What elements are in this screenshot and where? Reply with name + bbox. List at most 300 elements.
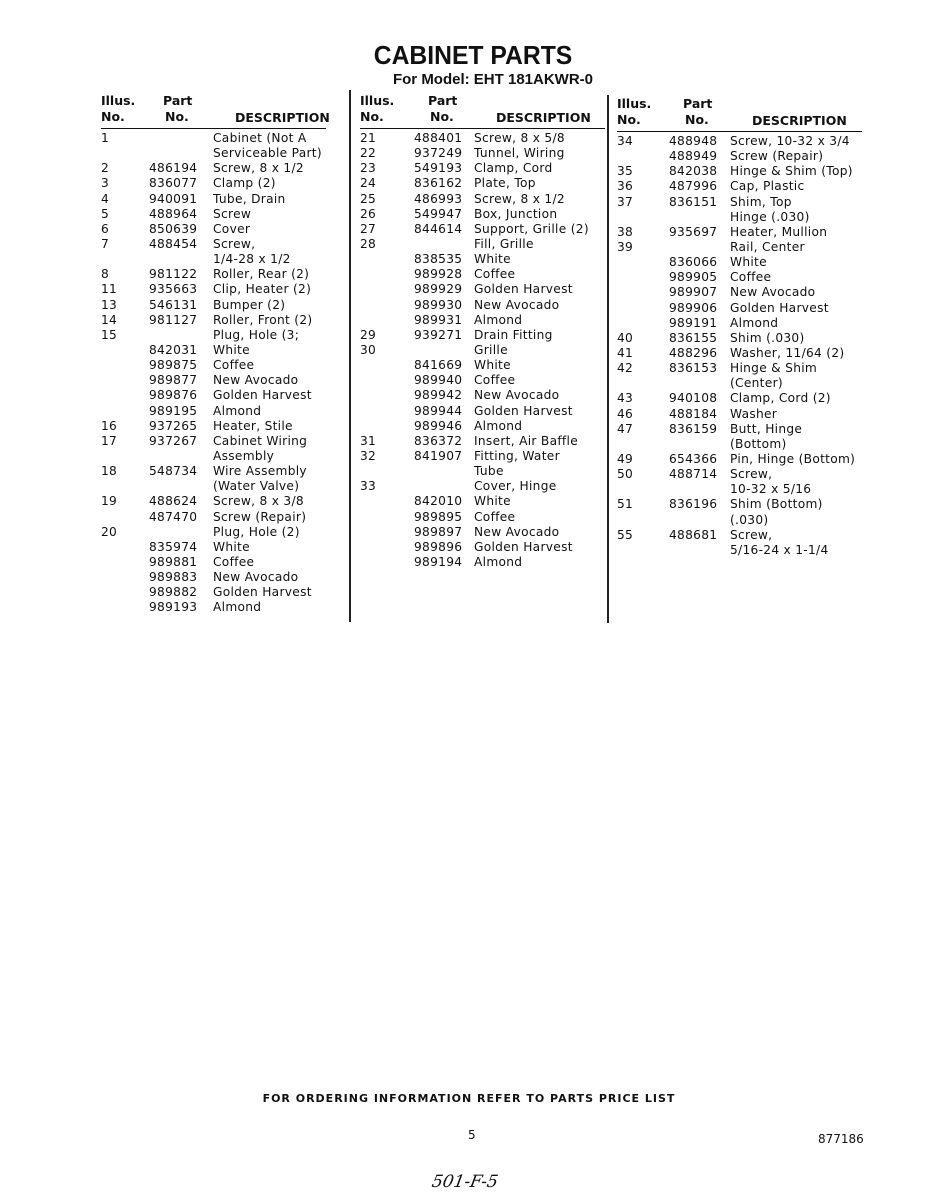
table-row bbox=[617, 482, 862, 497]
part-number: 989883 bbox=[149, 570, 198, 585]
part-number: 989876 bbox=[149, 388, 198, 403]
table-row bbox=[101, 176, 326, 191]
part-description: Coffee bbox=[213, 358, 255, 373]
table-row bbox=[101, 222, 326, 237]
part-description: Drain Fitting bbox=[474, 327, 553, 342]
part-description: (Bottom) bbox=[730, 436, 787, 451]
illus-header: Illus. bbox=[360, 93, 395, 108]
part-description: White bbox=[213, 342, 250, 357]
table-row bbox=[101, 313, 326, 328]
part-number: 836066 bbox=[669, 255, 718, 270]
illus-number: 31 bbox=[360, 433, 377, 448]
table-row bbox=[360, 146, 605, 161]
illus-number: 8 bbox=[101, 267, 110, 282]
part-description: White bbox=[474, 252, 511, 267]
part-description: Golden Harvest bbox=[474, 403, 573, 418]
table-row bbox=[101, 510, 326, 525]
illus-header: Illus. bbox=[101, 93, 136, 108]
part-description: Insert, Air Baffle bbox=[474, 433, 579, 448]
part-description: Butt, Hinge bbox=[730, 421, 803, 436]
illus-number: 27 bbox=[360, 221, 377, 236]
illus-number: 2 bbox=[101, 161, 110, 176]
part-number: 989895 bbox=[414, 509, 463, 524]
table-row bbox=[617, 270, 862, 285]
part-description: Roller, Front (2) bbox=[213, 312, 313, 327]
part-number: 842031 bbox=[149, 342, 198, 357]
part-description: Washer bbox=[730, 406, 778, 421]
part-number: 937249 bbox=[414, 146, 463, 161]
part-header: Part bbox=[683, 96, 713, 111]
part-description: Heater, Stile bbox=[213, 418, 293, 433]
part-description: Screw, bbox=[213, 236, 256, 251]
part-description: Grille bbox=[474, 342, 508, 357]
part-number: 841669 bbox=[414, 358, 463, 373]
handwritten-note: 501-F-5 bbox=[430, 1172, 500, 1192]
table-row bbox=[360, 510, 605, 525]
ordering-info-footer: FOR ORDERING INFORMATION REFER TO PARTS PRICE LIST bbox=[262, 1092, 676, 1105]
illus-number: 26 bbox=[360, 206, 377, 221]
part-description: Screw, 8 x 3/8 bbox=[213, 494, 304, 509]
table-row bbox=[101, 267, 326, 282]
part-number: 836159 bbox=[669, 421, 718, 436]
table-row bbox=[101, 525, 326, 540]
table-row bbox=[101, 192, 326, 207]
part-description: 5/16-24 x 1-1/4 bbox=[730, 542, 829, 557]
part-description: White bbox=[474, 358, 511, 373]
table-row bbox=[617, 513, 862, 528]
illus-number: 28 bbox=[360, 236, 377, 251]
part-description: Roller, Rear (2) bbox=[213, 267, 310, 282]
table-row bbox=[101, 282, 326, 297]
table-row bbox=[360, 358, 605, 373]
part-description: White bbox=[474, 494, 511, 509]
part-description: Serviceable Part) bbox=[213, 146, 322, 161]
part-number: 981122 bbox=[149, 267, 198, 282]
table-row bbox=[360, 525, 605, 540]
table-row bbox=[360, 449, 605, 464]
part-description: Plug, Hole (2) bbox=[213, 524, 300, 539]
illus-no-header: No. bbox=[360, 109, 384, 124]
part-description: Cabinet (Not A bbox=[213, 131, 307, 145]
part-description: Plug, Hole (3; bbox=[213, 327, 300, 342]
table-row bbox=[617, 376, 862, 391]
table-row bbox=[617, 528, 862, 543]
illus-number: 50 bbox=[617, 467, 634, 482]
illus-number: 24 bbox=[360, 176, 377, 191]
part-number: 836077 bbox=[149, 176, 198, 191]
table-row bbox=[617, 543, 862, 558]
table-row bbox=[101, 146, 326, 161]
table-row bbox=[360, 540, 605, 555]
part-number: 989882 bbox=[149, 585, 198, 600]
part-description: Clamp, Cord (2) bbox=[730, 391, 831, 406]
table-row bbox=[617, 391, 862, 406]
parts-column-2 bbox=[360, 93, 605, 570]
table-row bbox=[101, 494, 326, 509]
illus-number: 25 bbox=[360, 191, 377, 206]
table-row bbox=[360, 313, 605, 328]
page-number: 5 bbox=[468, 1128, 476, 1142]
table-row bbox=[101, 600, 326, 615]
table-row bbox=[360, 328, 605, 343]
part-description: Almond bbox=[213, 600, 262, 615]
illus-number: 30 bbox=[360, 342, 377, 357]
part-number: 549947 bbox=[414, 206, 463, 221]
table-row bbox=[360, 343, 605, 358]
part-description: New Avocado bbox=[730, 285, 816, 300]
part-number: 989942 bbox=[414, 388, 463, 403]
part-description: Coffee bbox=[730, 270, 772, 285]
part-description: (Center) bbox=[730, 376, 783, 391]
table-row bbox=[617, 134, 862, 149]
part-number: 940091 bbox=[149, 191, 198, 206]
table-row bbox=[360, 479, 605, 494]
table-row bbox=[360, 373, 605, 388]
illus-number: 21 bbox=[360, 131, 377, 145]
illus-number: 13 bbox=[101, 297, 118, 312]
part-number: 989944 bbox=[414, 403, 463, 418]
part-number: 836196 bbox=[669, 497, 718, 512]
part-header: Part bbox=[163, 93, 193, 108]
part-description: Golden Harvest bbox=[213, 388, 312, 403]
part-number: 486993 bbox=[414, 191, 463, 206]
table-row bbox=[360, 298, 605, 313]
part-description: Golden Harvest bbox=[213, 585, 312, 600]
model-subtitle: For Model: EHT 181AKWR-0 bbox=[392, 71, 593, 88]
part-number: 488296 bbox=[669, 345, 718, 360]
part-number: 989877 bbox=[149, 373, 198, 388]
part-description: Rail, Center bbox=[730, 239, 805, 254]
part-description: Almond bbox=[474, 418, 523, 433]
column-header bbox=[360, 93, 605, 129]
illus-number: 51 bbox=[617, 497, 634, 512]
table-row bbox=[101, 404, 326, 419]
part-description: Clip, Heater (2) bbox=[213, 282, 312, 297]
part-number: 989931 bbox=[414, 312, 463, 327]
illus-number: 47 bbox=[617, 421, 634, 436]
part-number: 981127 bbox=[149, 312, 198, 327]
part-description: Clamp (2) bbox=[213, 176, 276, 191]
description-header: DESCRIPTION bbox=[752, 113, 847, 128]
part-description: Shim (.030) bbox=[730, 330, 805, 345]
illus-number: 20 bbox=[101, 524, 118, 539]
part-number: 989905 bbox=[669, 270, 718, 285]
table-row bbox=[360, 494, 605, 509]
page-title: CABINET PARTS bbox=[373, 40, 573, 70]
table-row bbox=[101, 298, 326, 313]
part-description: New Avocado bbox=[213, 373, 299, 388]
part-description: Cap, Plastic bbox=[730, 179, 805, 194]
part-description: Support, Grille (2) bbox=[474, 221, 589, 236]
part-description: Almond bbox=[474, 312, 523, 327]
table-row bbox=[360, 237, 605, 252]
part-number: 937267 bbox=[149, 433, 198, 448]
illus-number: 43 bbox=[617, 391, 634, 406]
part-description: Screw, bbox=[730, 467, 773, 482]
part-description: White bbox=[730, 255, 767, 270]
part-number: 989897 bbox=[414, 524, 463, 539]
part-description: Box, Junction bbox=[474, 206, 558, 221]
document-number: 877186 bbox=[818, 1132, 864, 1146]
illus-number: 36 bbox=[617, 179, 634, 194]
part-number: 488714 bbox=[669, 467, 718, 482]
table-row bbox=[617, 149, 862, 164]
part-description: Coffee bbox=[474, 267, 516, 282]
table-row bbox=[360, 464, 605, 479]
illus-number: 3 bbox=[101, 176, 110, 191]
part-description: Screw (Repair) bbox=[730, 149, 824, 164]
part-description: (.030) bbox=[730, 512, 769, 527]
part-number: 487996 bbox=[669, 179, 718, 194]
part-description: Plate, Top bbox=[474, 176, 536, 191]
illus-number: 42 bbox=[617, 361, 634, 376]
part-description: Cover bbox=[213, 221, 251, 236]
part-description: (Water Valve) bbox=[213, 479, 300, 494]
part-no-header: No. bbox=[430, 109, 454, 124]
illus-number: 6 bbox=[101, 221, 110, 236]
illus-number: 11 bbox=[101, 282, 118, 297]
table-row bbox=[617, 195, 862, 210]
part-description: Coffee bbox=[474, 373, 516, 388]
table-row bbox=[101, 464, 326, 479]
part-number: 549193 bbox=[414, 161, 463, 176]
part-number: 486194 bbox=[149, 161, 198, 176]
part-number: 488184 bbox=[669, 406, 718, 421]
part-number: 989193 bbox=[149, 600, 198, 615]
part-description: Hinge (.030) bbox=[730, 209, 810, 224]
illus-number: 16 bbox=[101, 418, 118, 433]
table-row bbox=[101, 555, 326, 570]
part-description: Screw (Repair) bbox=[213, 509, 307, 524]
table-row bbox=[101, 328, 326, 343]
part-description: Almond bbox=[213, 403, 262, 418]
illus-number: 34 bbox=[617, 134, 634, 148]
table-row bbox=[360, 131, 605, 146]
table-row bbox=[617, 164, 862, 179]
part-description: Screw, 8 x 1/2 bbox=[474, 191, 565, 206]
parts-column-3 bbox=[617, 96, 862, 558]
table-row bbox=[617, 452, 862, 467]
part-description: Shim, Top bbox=[730, 194, 792, 209]
table-row bbox=[617, 346, 862, 361]
part-number: 844614 bbox=[414, 221, 463, 236]
table-row bbox=[617, 422, 862, 437]
part-description: Golden Harvest bbox=[474, 282, 573, 297]
part-description: Cabinet Wiring bbox=[213, 433, 308, 448]
description-header: DESCRIPTION bbox=[496, 110, 591, 125]
part-number: 935697 bbox=[669, 224, 718, 239]
part-number: 937265 bbox=[149, 418, 198, 433]
table-row bbox=[360, 252, 605, 267]
part-number: 989896 bbox=[414, 539, 463, 554]
table-row bbox=[360, 388, 605, 403]
column-header bbox=[617, 96, 862, 132]
table-row bbox=[617, 210, 862, 225]
part-description: Hinge & Shim (Top) bbox=[730, 164, 853, 179]
table-row bbox=[360, 176, 605, 191]
table-row bbox=[617, 285, 862, 300]
part-number: 487470 bbox=[149, 509, 198, 524]
part-number: 548734 bbox=[149, 464, 198, 479]
table-row bbox=[101, 388, 326, 403]
illus-number: 15 bbox=[101, 327, 118, 342]
table-row bbox=[101, 207, 326, 222]
table-row bbox=[101, 479, 326, 494]
parts-column-1 bbox=[101, 93, 330, 616]
part-description: Hinge & Shim bbox=[730, 361, 818, 376]
part-description: Screw, bbox=[730, 527, 773, 542]
table-row bbox=[360, 207, 605, 222]
table-row bbox=[617, 407, 862, 422]
part-number: 842010 bbox=[414, 494, 463, 509]
illus-number: 32 bbox=[360, 448, 377, 463]
table-row bbox=[360, 161, 605, 176]
part-number: 488681 bbox=[669, 527, 718, 542]
part-number: 850639 bbox=[149, 221, 198, 236]
illus-number: 35 bbox=[617, 164, 634, 179]
illus-number: 4 bbox=[101, 191, 110, 206]
illus-number: 1 bbox=[101, 131, 110, 145]
part-description: Screw bbox=[213, 206, 252, 221]
illus-number: 33 bbox=[360, 479, 377, 494]
table-row bbox=[617, 301, 862, 316]
part-number: 989881 bbox=[149, 554, 198, 569]
part-description: Heater, Mullion bbox=[730, 224, 828, 239]
illus-number: 49 bbox=[617, 451, 634, 466]
part-number: 935663 bbox=[149, 282, 198, 297]
table-row bbox=[101, 449, 326, 464]
part-number: 989194 bbox=[414, 554, 463, 569]
table-row bbox=[360, 282, 605, 297]
table-row bbox=[617, 255, 862, 270]
part-number: 989946 bbox=[414, 418, 463, 433]
table-row bbox=[617, 331, 862, 346]
description-header: DESCRIPTION bbox=[235, 110, 330, 125]
table-row bbox=[101, 131, 326, 146]
part-description: Coffee bbox=[213, 554, 255, 569]
part-description: Almond bbox=[730, 315, 779, 330]
illus-number: 19 bbox=[101, 494, 118, 509]
part-number: 842038 bbox=[669, 164, 718, 179]
part-number: 989875 bbox=[149, 358, 198, 373]
illus-number: 46 bbox=[617, 406, 634, 421]
part-number: 836151 bbox=[669, 194, 718, 209]
part-description: Fitting, Water bbox=[474, 448, 560, 463]
illus-no-header: No. bbox=[617, 112, 641, 127]
part-number: 836155 bbox=[669, 330, 718, 345]
table-row bbox=[101, 570, 326, 585]
part-description: White bbox=[213, 539, 250, 554]
illus-number: 23 bbox=[360, 161, 377, 176]
part-number: 836372 bbox=[414, 433, 463, 448]
table-row bbox=[101, 252, 326, 267]
part-description: Almond bbox=[474, 554, 523, 569]
table-row bbox=[360, 222, 605, 237]
table-row bbox=[617, 240, 862, 255]
part-description: 10-32 x 5/16 bbox=[730, 482, 812, 497]
part-number: 989928 bbox=[414, 267, 463, 282]
part-description: Clamp, Cord bbox=[474, 161, 553, 176]
part-number: 654366 bbox=[669, 451, 718, 466]
table-row bbox=[360, 267, 605, 282]
part-description: Screw, 10-32 x 3/4 bbox=[730, 134, 850, 148]
illus-number: 37 bbox=[617, 194, 634, 209]
illus-number: 41 bbox=[617, 345, 634, 360]
table-row bbox=[617, 361, 862, 376]
illus-number: 39 bbox=[617, 239, 634, 254]
part-description: Shim (Bottom) bbox=[730, 497, 823, 512]
table-row bbox=[101, 540, 326, 555]
part-number: 488624 bbox=[149, 494, 198, 509]
part-no-header: No. bbox=[685, 112, 709, 127]
part-number: 488401 bbox=[414, 131, 463, 145]
table-row bbox=[360, 404, 605, 419]
part-description: Bumper (2) bbox=[213, 297, 286, 312]
table-row bbox=[617, 179, 862, 194]
part-no-header: No. bbox=[165, 109, 189, 124]
illus-number: 7 bbox=[101, 236, 110, 251]
part-number: 488948 bbox=[669, 134, 718, 148]
table-row bbox=[360, 192, 605, 207]
part-description: Pin, Hinge (Bottom) bbox=[730, 451, 856, 466]
part-number: 989929 bbox=[414, 282, 463, 297]
part-description: Golden Harvest bbox=[730, 300, 829, 315]
table-row bbox=[101, 373, 326, 388]
part-number: 939271 bbox=[414, 327, 463, 342]
part-number: 841907 bbox=[414, 448, 463, 463]
illus-number: 38 bbox=[617, 224, 634, 239]
table-row bbox=[617, 437, 862, 452]
part-description: Coffee bbox=[474, 509, 516, 524]
illus-number: 40 bbox=[617, 330, 634, 345]
part-description: Wire Assembly bbox=[213, 464, 307, 479]
part-description: Assembly bbox=[213, 448, 275, 463]
illus-number: 5 bbox=[101, 206, 110, 221]
part-description: New Avocado bbox=[474, 297, 560, 312]
part-description: New Avocado bbox=[213, 570, 299, 585]
part-description: Tube bbox=[474, 464, 504, 479]
table-row bbox=[617, 497, 862, 512]
part-number: 836162 bbox=[414, 176, 463, 191]
part-description: Fill, Grille bbox=[474, 236, 534, 251]
column-divider bbox=[607, 95, 609, 623]
column-header bbox=[101, 93, 330, 129]
part-number: 989191 bbox=[669, 315, 718, 330]
table-row bbox=[360, 434, 605, 449]
table-row bbox=[617, 467, 862, 482]
part-number: 989930 bbox=[414, 297, 463, 312]
column-divider bbox=[349, 90, 351, 622]
part-number: 940108 bbox=[669, 391, 718, 406]
table-row bbox=[101, 343, 326, 358]
illus-header: Illus. bbox=[617, 96, 652, 111]
part-description: Cover, Hinge bbox=[474, 479, 557, 494]
table-row bbox=[617, 316, 862, 331]
table-row bbox=[101, 434, 326, 449]
part-number: 838535 bbox=[414, 252, 463, 267]
illus-number: 14 bbox=[101, 312, 118, 327]
table-row bbox=[101, 161, 326, 176]
part-description: 1/4-28 x 1/2 bbox=[213, 252, 291, 267]
part-number: 488964 bbox=[149, 206, 198, 221]
part-description: Washer, 11/64 (2) bbox=[730, 345, 845, 360]
part-description: Tube, Drain bbox=[213, 191, 286, 206]
table-row bbox=[101, 237, 326, 252]
table-row bbox=[360, 419, 605, 434]
illus-number: 29 bbox=[360, 327, 377, 342]
part-header: Part bbox=[428, 93, 458, 108]
part-number: 488454 bbox=[149, 236, 198, 251]
